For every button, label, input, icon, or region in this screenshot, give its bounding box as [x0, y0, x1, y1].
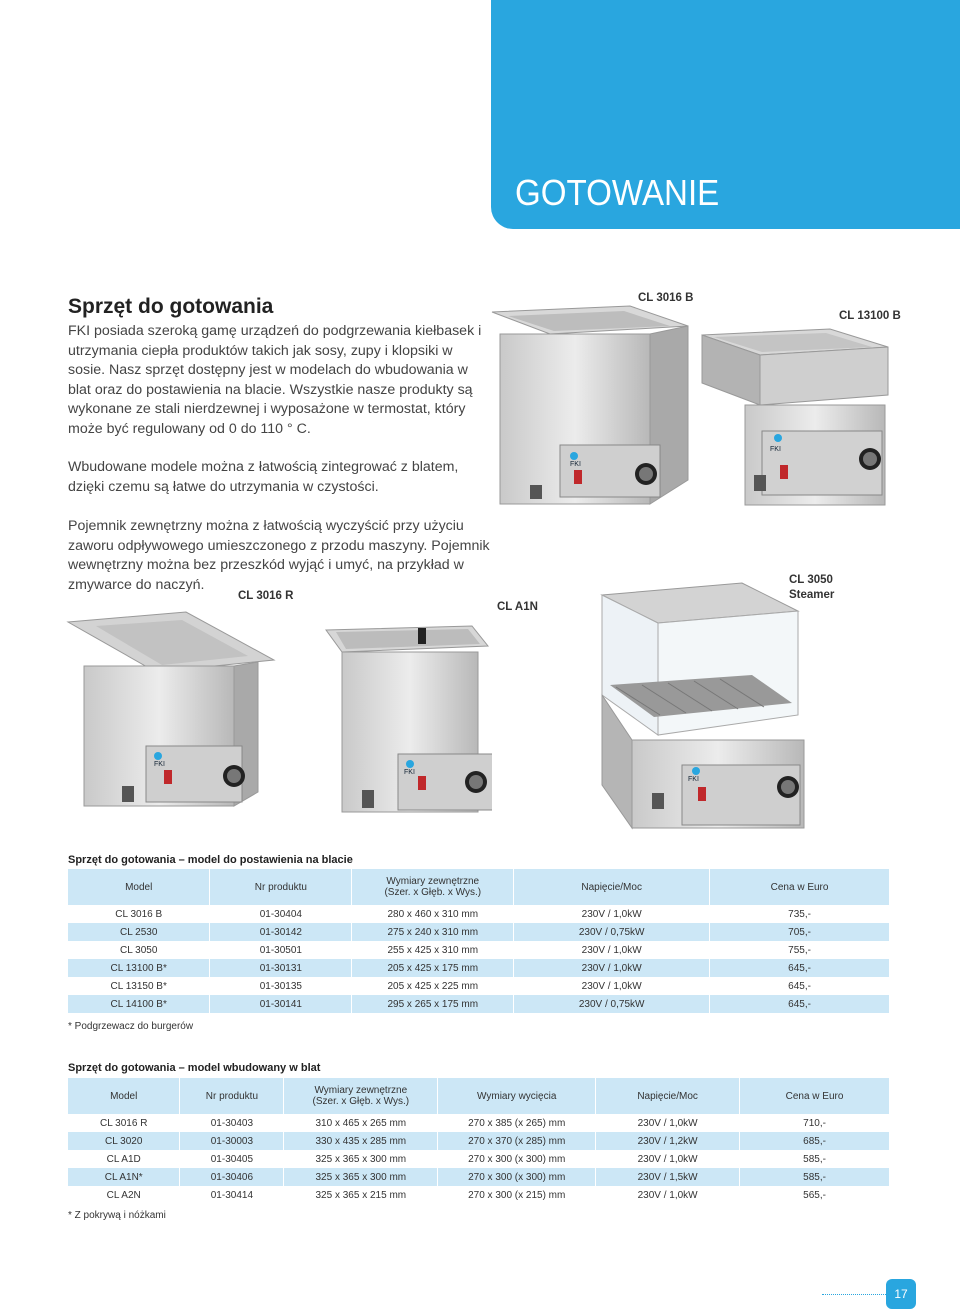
label-cl3016r: CL 3016 R [238, 590, 294, 602]
table-row [68, 995, 890, 1013]
banner-title: GOTOWANIE [515, 172, 720, 213]
table-cell: 01-30003 [180, 1132, 284, 1150]
table-cell: 325 x 365 x 300 mm [284, 1150, 438, 1168]
table-row [68, 1168, 890, 1186]
table-cell: 710,- [740, 1114, 890, 1132]
table-cell: 270 x 300 (x 300) mm [438, 1150, 596, 1168]
table-cell: 230V / 0,75kW [514, 995, 710, 1013]
table-countertop [68, 869, 890, 1013]
th-voltage: Napięcie/Moc [514, 869, 710, 905]
page-divider [822, 1294, 886, 1295]
table-row [68, 1150, 890, 1168]
table-row [68, 1114, 890, 1132]
table-cell: 330 x 435 x 285 mm [284, 1132, 438, 1150]
table-row [68, 905, 890, 923]
brand-logo-3: FKI [154, 761, 165, 768]
table-cell: 565,- [740, 1186, 890, 1204]
table-cell: 645,- [710, 995, 890, 1013]
table-cell: 01-30135 [210, 977, 352, 995]
table-cell: 230V / 1,0kW [514, 959, 710, 977]
device-cl3016r-image [66, 610, 276, 815]
table-cell: 325 x 365 x 300 mm [284, 1168, 438, 1186]
th2-voltage: Napięcie/Moc [596, 1078, 740, 1114]
device-cla1n-image [322, 622, 492, 820]
table-cell: 230V / 1,0kW [514, 941, 710, 959]
table-cell: 01-30501 [210, 941, 352, 959]
page-number: 17 [886, 1279, 916, 1309]
table-row [68, 923, 890, 941]
table-cell: 735,- [710, 905, 890, 923]
table-cell: 01-30405 [180, 1150, 284, 1168]
table-cell: CL A2N [68, 1186, 180, 1204]
table-cell: 230V / 1,0kW [514, 977, 710, 995]
table-cell: 705,- [710, 923, 890, 941]
table-cell: 01-30406 [180, 1168, 284, 1186]
table-cell: 270 x 370 (x 285) mm [438, 1132, 596, 1150]
table-cell: 205 x 425 x 225 mm [352, 977, 514, 995]
table-cell: 01-30131 [210, 959, 352, 977]
brand-logo-1: FKI [570, 461, 581, 468]
table-cell: CL A1D [68, 1150, 180, 1168]
table-cell: 230V / 1,0kW [596, 1150, 740, 1168]
label-cl3050-type: Steamer [789, 589, 835, 601]
table-cell: 01-30141 [210, 995, 352, 1013]
table-cell: 280 x 460 x 310 mm [352, 905, 514, 923]
table-cell: 205 x 425 x 175 mm [352, 959, 514, 977]
th2-model: Model [68, 1078, 180, 1114]
table-row [68, 1132, 890, 1150]
brand-logo-5: FKI [688, 776, 699, 783]
table-cell: 230V / 1,0kW [596, 1186, 740, 1204]
label-cl13100b: CL 13100 B [839, 310, 901, 322]
table-cell: 585,- [740, 1168, 890, 1186]
device-cl3050-image [592, 575, 808, 830]
label-cla1n: CL A1N [497, 601, 538, 613]
table-cell: CL 13100 B* [68, 959, 210, 977]
header-banner [491, 0, 960, 229]
table-cell: CL 3016 B [68, 905, 210, 923]
th2-dimensions: Wymiary zewnętrzne (Szer. x Głęb. x Wys.) [284, 1078, 438, 1114]
table-cell: 645,- [710, 977, 890, 995]
table-cell: 270 x 300 (x 215) mm [438, 1186, 596, 1204]
brand-logo-2: FKI [770, 446, 781, 453]
table-cell: 275 x 240 x 310 mm [352, 923, 514, 941]
th2-cutout: Wymiary wycięcia [438, 1078, 596, 1114]
table-cell: CL 3020 [68, 1132, 180, 1150]
table-cell: 755,- [710, 941, 890, 959]
table-cell: CL 13150 B* [68, 977, 210, 995]
table-cell: 310 x 465 x 265 mm [284, 1114, 438, 1132]
table-cell: 270 x 300 (x 300) mm [438, 1168, 596, 1186]
section-title: Sprzęt do gotowania [68, 295, 274, 318]
table-row [68, 977, 890, 995]
table-cell: 230V / 1,2kW [596, 1132, 740, 1150]
container-paragraph: Pojemnik zewnętrzny można z łatwością wyczyścić przy użyciu zaworu odpływowego umieszczonego z przodu maszyny. Pojemnik wewnętrzny można bez przeszkód wyjąć i umyć, na przykład w zmywarce do naczyń. [68, 518, 490, 593]
table-cell: 255 x 425 x 310 mm [352, 941, 514, 959]
table-cell: CL 14100 B* [68, 995, 210, 1013]
th2-price: Cena w Euro [740, 1078, 890, 1114]
table-cell: 230V / 1,0kW [514, 905, 710, 923]
table-cell: 230V / 1,0kW [596, 1114, 740, 1132]
table-cell: 01-30142 [210, 923, 352, 941]
table-cell: 295 x 265 x 175 mm [352, 995, 514, 1013]
table-cell: CL 2530 [68, 923, 210, 941]
table-cell: 645,- [710, 959, 890, 977]
table1-title: Sprzęt do gotowania – model do postawienia na blacie [68, 854, 353, 866]
built-in-paragraph: Wbudowane modele można z łatwością zintegrować z blatem, dzięki czemu są łatwe do utrzymania w czystości. [68, 459, 459, 495]
table-cell: 270 x 385 (x 265) mm [438, 1114, 596, 1132]
table-built-in [68, 1078, 890, 1204]
table-row [68, 959, 890, 977]
table-row [68, 941, 890, 959]
table2-header [68, 1078, 890, 1114]
table-cell: CL A1N* [68, 1168, 180, 1186]
table1-header [68, 869, 890, 905]
brand-logo-4: FKI [404, 769, 415, 776]
th2-product-no: Nr produktu [180, 1078, 284, 1114]
table-cell: 325 x 365 x 215 mm [284, 1186, 438, 1204]
th-model: Model [68, 869, 210, 905]
th-price: Cena w Euro [710, 869, 890, 905]
label-cl3050-model: CL 3050 [789, 574, 833, 586]
table-cell: CL 3016 R [68, 1114, 180, 1132]
th-product-no: Nr produktu [210, 869, 352, 905]
label-cl3016b: CL 3016 B [638, 292, 694, 304]
table-cell: 01-30404 [210, 905, 352, 923]
device-cl3016b-image [490, 300, 690, 512]
table-cell: 01-30414 [180, 1186, 284, 1204]
table1-footnote: * Podgrzewacz do burgerów [68, 1021, 194, 1032]
th-dimensions: Wymiary zewnętrzne (Szer. x Głęb. x Wys.) [352, 869, 514, 905]
intro-paragraph: FKI posiada szeroką gamę urządzeń do podgrzewania kiełbasek i utrzymania ciepła produktów takich jak sosy, zupy i klopsiki w sosie. Nasz sprzęt dostępny jest w modelach do wbudowania w blat oraz do postawienia na blacie. Wszystkie nasze produkty są wykonane ze stali nierdzewnej i wyposażone w termostat, który może być regulowany od 0 do 110 ° C. [68, 323, 482, 437]
table2-title: Sprzęt do gotowania – model wbudowany w blat [68, 1062, 321, 1074]
table2-footnote: * Z pokrywą i nóżkami [68, 1210, 166, 1221]
table-cell: 230V / 1,5kW [596, 1168, 740, 1186]
table-cell: 01-30403 [180, 1114, 284, 1132]
table-cell: 230V / 0,75kW [514, 923, 710, 941]
device-cl13100b-image [700, 325, 890, 510]
table-cell: 685,- [740, 1132, 890, 1150]
table-row [68, 1186, 890, 1204]
table-cell: 585,- [740, 1150, 890, 1168]
table-cell: CL 3050 [68, 941, 210, 959]
